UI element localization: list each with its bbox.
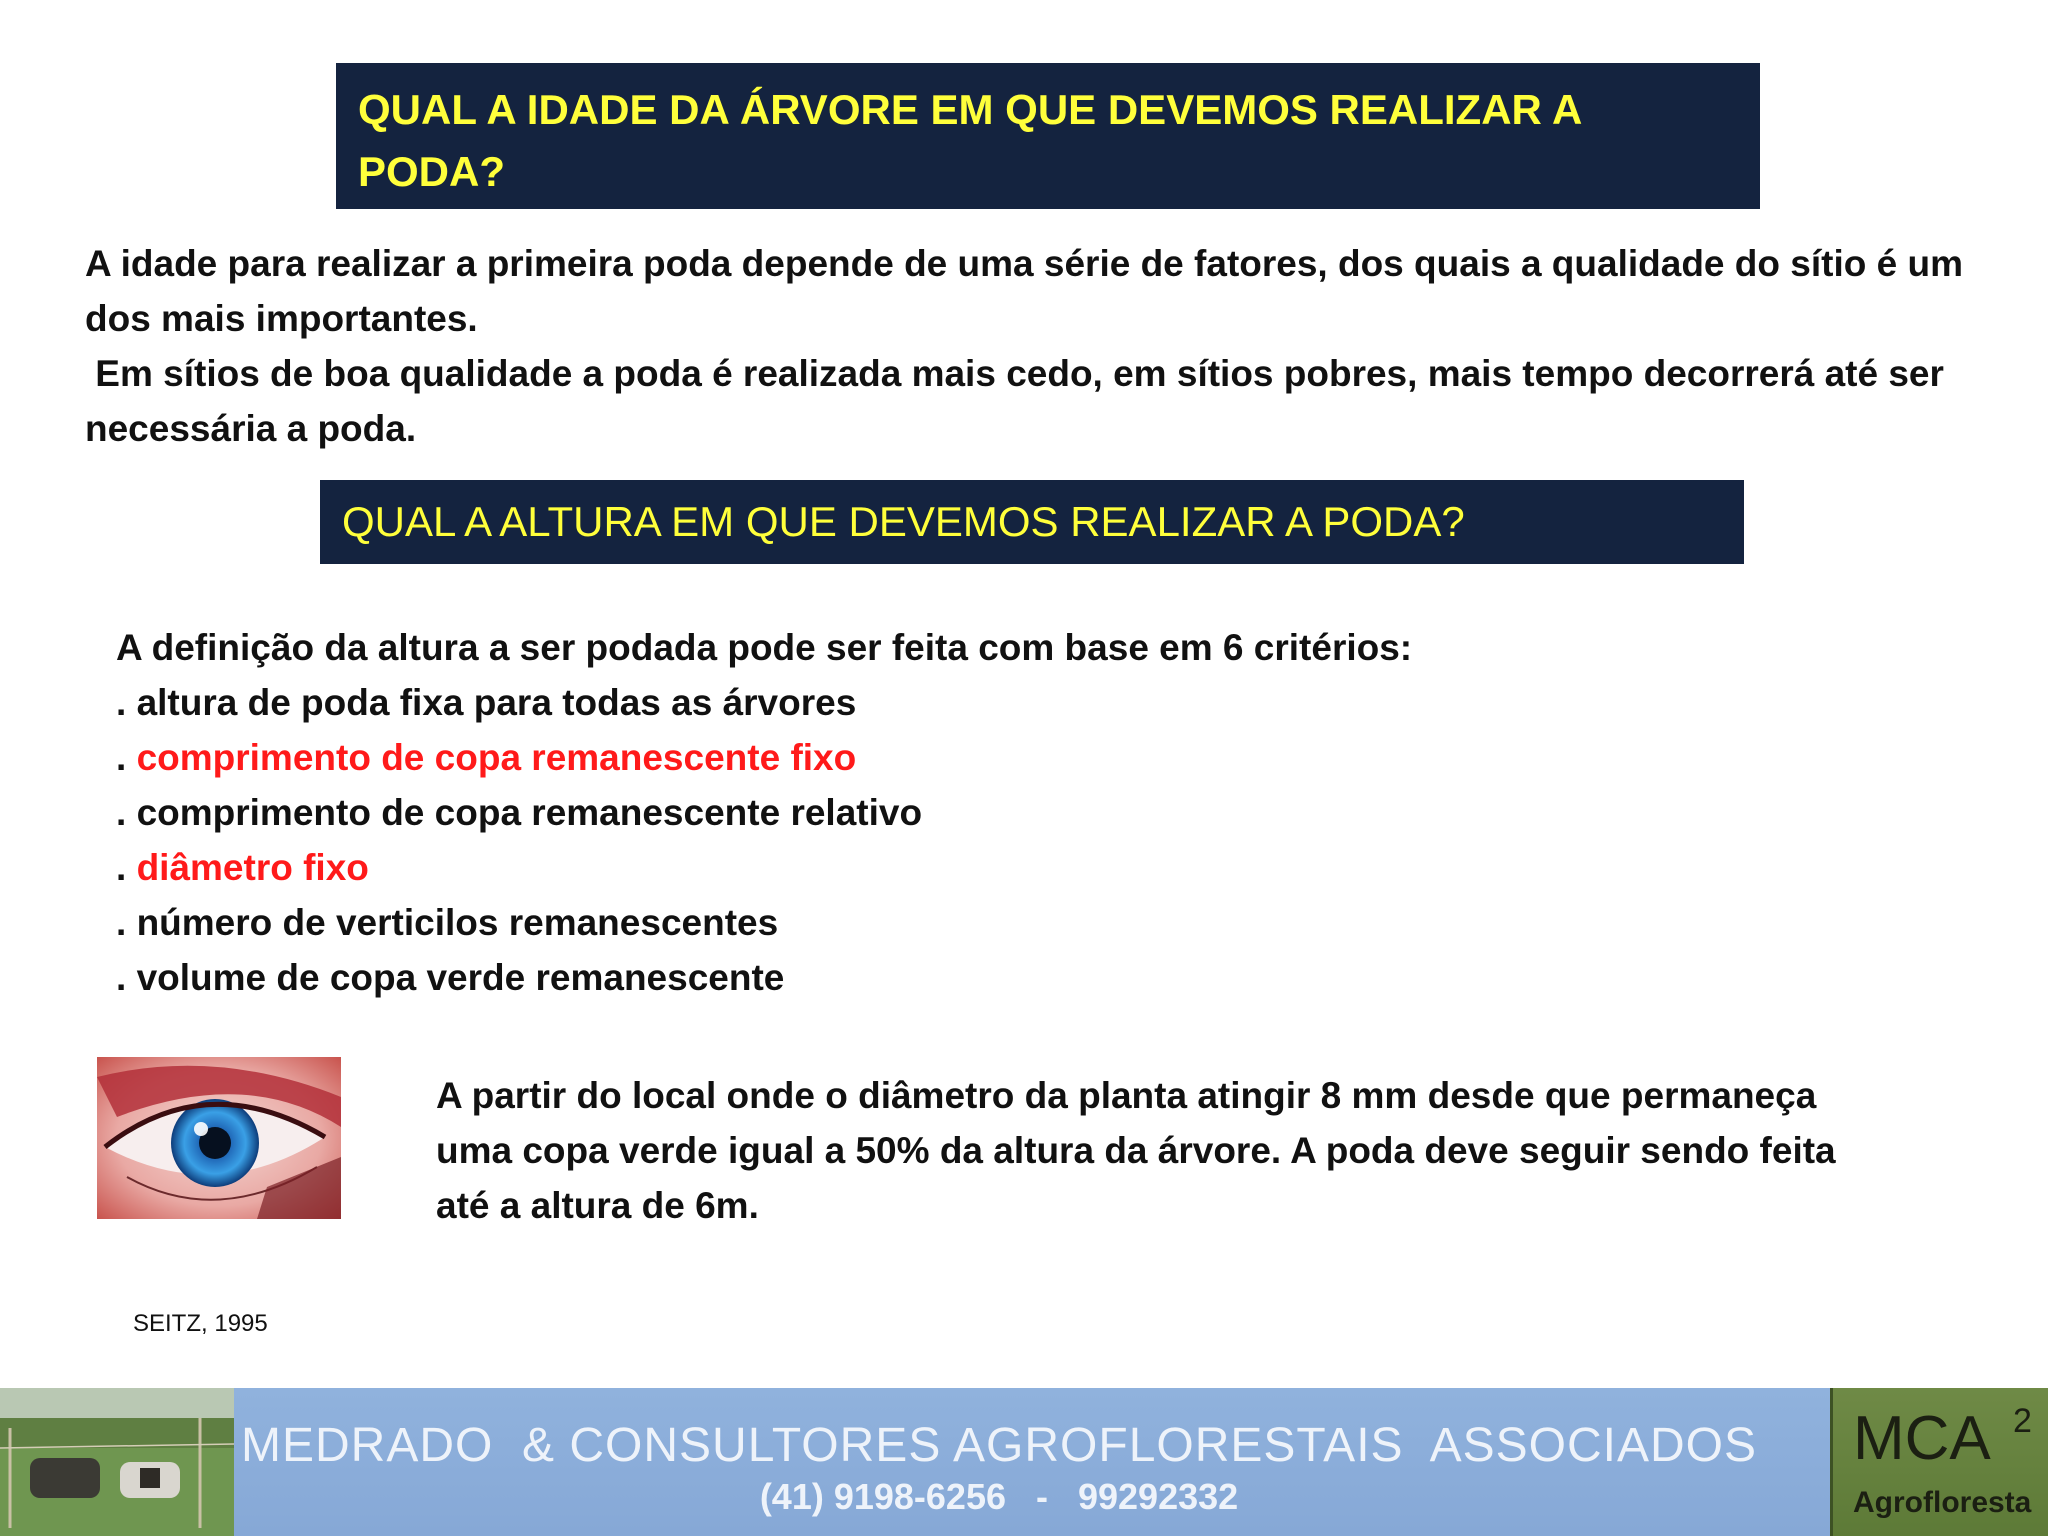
bullet: . <box>116 682 137 723</box>
criteria-item <box>116 785 1716 840</box>
criteria-item-text: número de verticilos remanescentes <box>136 902 779 943</box>
footer-pasture-image <box>0 1388 234 1536</box>
criteria-item-text: altura de poda fixa para todas as árvores <box>136 682 857 723</box>
criteria-item-text: volume de copa verde remanescente <box>136 957 785 998</box>
criteria-lead: A definição da altura a ser podada pode ser feita com base em 6 critérios: <box>116 627 1413 668</box>
criteria-item <box>116 730 1716 785</box>
criteria-item <box>116 950 1716 1005</box>
logo-subtitle: Agrofloresta <box>1853 1486 2032 1519</box>
intro-paragraph <box>85 236 1985 456</box>
criteria-item-text: comprimento de copa remanescente relativo <box>136 792 923 833</box>
eye-image <box>97 1057 341 1219</box>
company-phone: (41) 9198-6256 - 99292332 <box>759 1476 1239 1517</box>
bullet: . <box>116 737 137 778</box>
criteria-item-text-highlighted: comprimento de copa remanescente fixo <box>136 737 857 778</box>
bullet: . <box>116 902 137 943</box>
citation: SEITZ, 1995 <box>133 1310 268 1337</box>
logo-superscript: 2 <box>2013 1402 2032 1440</box>
heading-height-question: QUAL A ALTURA EM QUE DEVEMOS REALIZAR A PODA? <box>320 480 1744 564</box>
height-note: A partir do local onde o diâmetro da planta atingir 8 mm desde que permaneça uma copa verde igual a 50% da altura da árvore. A poda deve seguir sendo feita até a altura de 6m. <box>436 1075 1836 1226</box>
bullet: . <box>116 792 137 833</box>
company-name: MEDRADO & CONSULTORES AGROFLORESTAIS ASSOCIADOS <box>241 1419 1757 1472</box>
logo-main-text: MCA <box>1853 1404 1991 1473</box>
criteria-list <box>116 620 1716 1005</box>
pasture-icon <box>0 1388 234 1536</box>
intro-paragraph-1: A idade para realizar a primeira poda depende de uma série de fatores, dos quais a qualidade do sítio é um dos mais importantes. <box>85 243 1963 339</box>
footer-banner <box>0 1388 2048 1536</box>
bullet: . <box>116 847 137 888</box>
criteria-item-text-highlighted: diâmetro fixo <box>136 847 369 888</box>
mca-logo <box>1830 1388 2048 1536</box>
heading-age-question: QUAL A IDADE DA ÁRVORE EM QUE DEVEMOS REALIZAR A PODA? <box>336 63 1760 209</box>
criteria-item <box>116 895 1716 950</box>
intro-paragraph-2: Em sítios de boa qualidade a poda é realizada mais cedo, em sítios pobres, mais tempo decorrerá até ser necessária a poda. <box>85 353 1955 449</box>
bullet: . <box>116 957 137 998</box>
criteria-item <box>116 840 1716 895</box>
footer-company-band <box>234 1388 1830 1536</box>
eye-icon <box>97 1057 341 1219</box>
criteria-item <box>116 675 1716 730</box>
